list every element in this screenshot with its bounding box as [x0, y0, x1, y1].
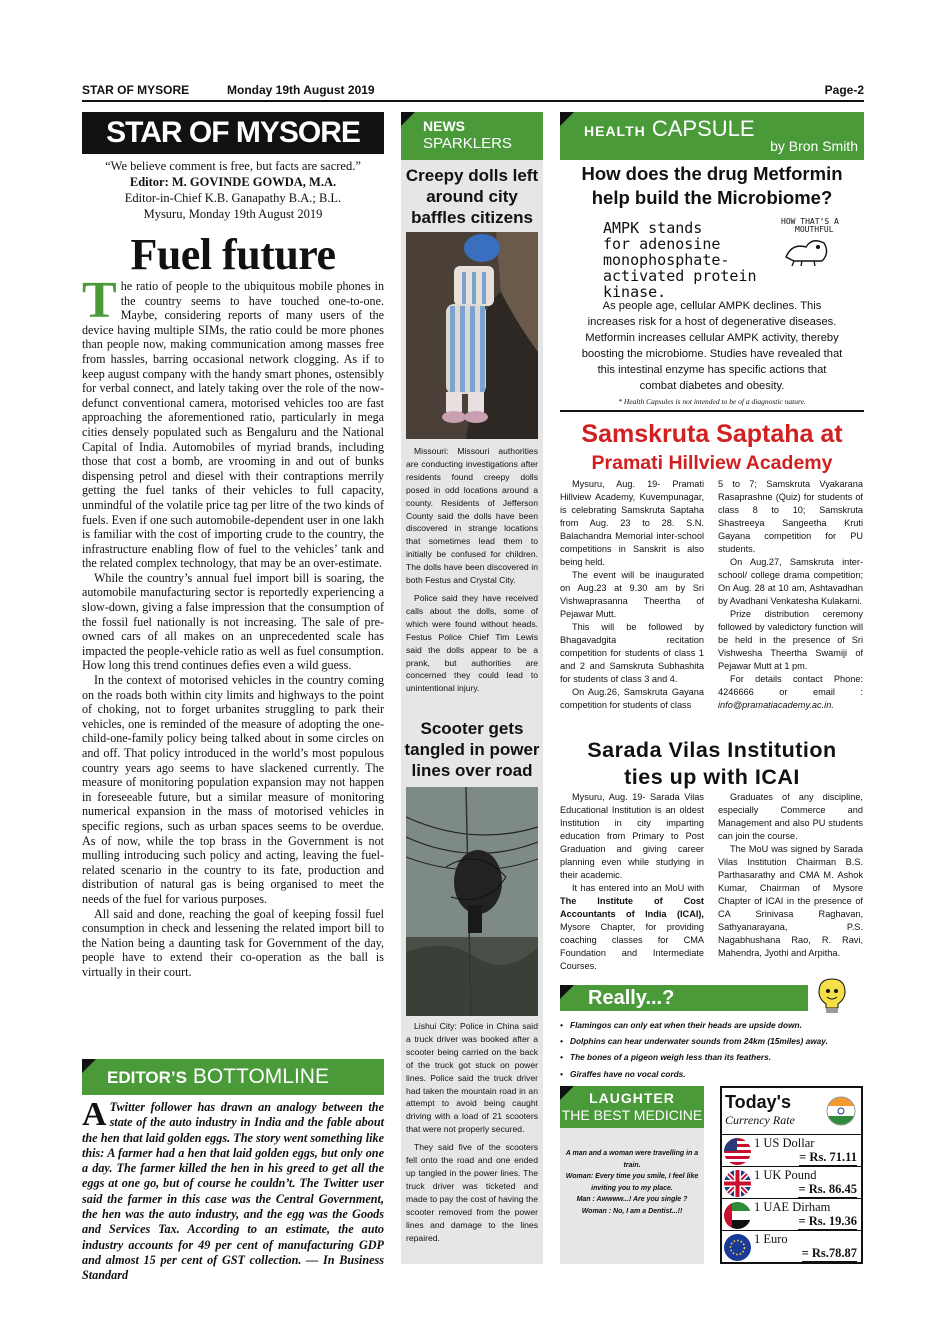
currency-value: = Rs. 19.36 [798, 1214, 857, 1228]
divider [560, 410, 864, 412]
health-capsule-header [560, 112, 864, 160]
currency-subtitle: Currency Rate [725, 1113, 795, 1127]
health-byline: by Bron Smith [770, 138, 858, 154]
ampk-line: for adenosine [603, 235, 721, 253]
dateline: Mysuru, Monday 19th August 2019 [143, 207, 323, 221]
health-question: How does the drug Metformin help build the Microbiome? [581, 163, 843, 208]
fact-item: • Flamingos can only eat when their heads are upside down. [560, 1017, 864, 1033]
header-page-number: Page-2 [824, 83, 864, 97]
article-paragraph: For details contact Phone: 4246666 or email : info@pramatiacademy.ac.in. [718, 674, 863, 710]
health-disclaimer: * Health Capsules is not intended to be of a diagnostic nature. [618, 397, 806, 406]
fact-item: • Dolphins can hear underwater sounds from 24km (15miles) away. [560, 1033, 864, 1049]
laughter-head-bold: LAUGHTER [589, 1090, 675, 1106]
page-header [82, 80, 864, 102]
joke-line: Woman : No, I am a Dentist...!! [581, 1207, 683, 1215]
joke-line: A man and a woman were travelling in a train. [565, 1150, 699, 1169]
scooter-photo [406, 787, 538, 1016]
contact-email[interactable]: info@pramatiacademy.ac.in. [718, 700, 834, 710]
drop-cap: T [82, 272, 117, 329]
really-header [560, 985, 808, 1011]
currency-name: 1 US Dollar [754, 1136, 815, 1150]
article-paragraph: The MoU was signed by Sarada Vilas Institution Chairman B.S. Parthasarathy and CMA M. Ashok Kumar, Chairman of Mysore Chapter of ICAI in the presence of CA Srinivasa Raghavan, Sathyanarayana, P.S. Nagabhushana Rao, R. Ravi, Mahendra, Jyothi and Arpitha. [718, 844, 863, 958]
bottomline-head-bold: EDITOR’S [107, 1068, 187, 1087]
corner-mark [401, 112, 415, 126]
cartoon-creature-icon [782, 233, 832, 267]
headline-line: Sarada Vilas Institution [587, 738, 837, 762]
cartoon-speech [781, 218, 839, 234]
joke-text [563, 1148, 701, 1217]
sarada-headline [560, 737, 864, 791]
header-paper-name: STAR OF MYSORE [82, 83, 190, 97]
currency-name: 1 UK Pound [754, 1168, 817, 1182]
sparklers-head-rest: SPARKLERS [423, 135, 512, 152]
sarada-col1 [560, 791, 704, 973]
eu-flag-icon [724, 1234, 751, 1261]
story-headline: Creepy dolls left around city baffles citizens [405, 166, 539, 227]
editorial-paragraph: All said and done, reaching the goal of keeping fossil fuel consumption in check and lessening the related import bill to the Nation being a daunting task for Government of the day, people have to extend their co-operation as the ball is virtually in their court. [82, 906, 384, 979]
joke-line: Man : Awwww...! Are you single ? [576, 1196, 688, 1203]
article-paragraph: Prize distribution ceremony followed by valedictory function will be held in the presence of Sri Vishwesha Theertha Swamiji of Pejawar Mutt at 1 pm. [718, 609, 863, 671]
joke-line: Woman: Every time you smile, I feel like inviting you to my place. [565, 1173, 699, 1192]
currency-value: = Rs. 71.11 [799, 1150, 857, 1164]
currency-name: 1 Euro [754, 1232, 788, 1246]
header-date: Monday 19th August 2019 [227, 83, 375, 97]
currency-row [720, 1230, 863, 1262]
currency-value: = Rs.78.87 [801, 1246, 857, 1260]
bottomline-head-rest: BOTTOMLINE [192, 1065, 329, 1088]
lightbulb-icon [814, 977, 850, 1015]
health-head-rest: CAPSULE [651, 116, 755, 141]
currency-row [720, 1166, 863, 1198]
uae-flag-icon [724, 1202, 751, 1229]
story-paragraph: They said five of the scooters fell onto the road and one ended up tangled in the power lines. The truck driver was ticketed and made to pay the cost of having the scooter removed from the power lines and damage to the lines repaired. [406, 1142, 538, 1243]
sarada-col2 [718, 791, 863, 960]
fact-item: • The bones of a pigeon weigh less than its feathers. [560, 1049, 864, 1065]
us-flag-icon [724, 1138, 751, 1165]
article-paragraph: Mysuru, Aug. 19- Pramati Hillview Academy, Kuvempunagar, is celebrating Samskruta Saptaha from Aug. 23 to 28. S.N. Balachandra Memorial inter-school competitions in Sanskrit is also being held. [560, 479, 704, 567]
corner-mark [82, 1059, 96, 1073]
currency-row [720, 1134, 863, 1166]
editorial-title: Fuel future [130, 230, 336, 279]
story-paragraph: Missouri: Missouri authorities are conducting investigations after residents found creepy dolls posed in odd locations around a county. Residents of Jefferson County said the dolls have been discovered in strange locations that sometimes lead them to initially be confused for children. The dolls have been discovered in both Festus and Crystal City. [406, 446, 538, 586]
really-title: Really...? [588, 987, 675, 1009]
corner-mark [560, 1086, 574, 1100]
editor-in-chief-line: Editor-in-Chief K.B. Ganapathy B.A.; B.L. [124, 191, 342, 205]
india-flag-icon [826, 1096, 856, 1126]
editorial-credits [82, 158, 384, 222]
article-paragraph: On Aug.27, Samskruta inter-school/ college drama competition; On Aug. 28 at 10 am, Ashtavadhan by Avadhani Venkatesha Kulakarni. [718, 557, 863, 606]
dolls-photo [406, 232, 538, 439]
currency-value: = Rs. 86.45 [798, 1182, 857, 1196]
bottomline-header [82, 1059, 384, 1095]
article-paragraph: This will be followed by Bhagavadgita recitation competition for students of class 1 and 2 and Samskruta Subhashita for students of class 3 and 4. [560, 622, 704, 684]
samskruta-headline: Samskruta Saptaha at [581, 420, 843, 448]
laughter-head-rest: THE BEST MEDICINE [561, 1107, 703, 1123]
speech-line: HOW THAT’S A [781, 217, 839, 226]
story-headline: Scooter gets tangled in power lines over road [404, 719, 540, 780]
article-paragraph: The event will be inaugurated on Aug.23 at 9.30 am by Sri Vishwaprasanna Theertha of Pejawar Mutt. [560, 570, 704, 619]
scooter-power-lines-image [406, 787, 538, 1016]
sparklers-head-bold: NEWS [423, 118, 465, 134]
ampk-line: monophosphate- [603, 251, 730, 269]
article-paragraph: Mysuru, Aug. 19- Sarada Vilas Educational Institution is an oldest Institution in city imparting education from Primary to Post Graduation and giving career planning even while studying in their academic. [560, 792, 704, 880]
article-paragraph: It has entered into an MoU with The Institute of Cost Accountants of India (ICAI), Mysore Chapter, for providing coaching classes for CMA Foundation and Intermediate Courses. [560, 883, 704, 971]
editorial-paragraph: The ratio of people to the ubiquitous mobile phones in the country seems to have touched one-to-one. Maybe, considering reports of many users of the device having multiple SIMs, the ratio could be more phones than people now, making communication among masses free from hassles, barring occasional network clogging. As if to keep august company with the handy smart phones, ostensibly for verbal connect, and lately taking over the role of the now-defunct conventional camera, motorised vehicles too are fast approaching the aforementioned ratio, particularly in mega cities densely populated such as Bengaluru and the National Capital of India. Automobiles of myriad brands, including those that cost a bomb, are vrooming in and out of bunks dispensing petrol and diesel with their contraptions merrily getting the fuel tanks of their vehicles to full capacity, unmindful of the volatile price tag per litre of the two kinds of fuels. Even if one such automobile-dependent user in one lakh is familiar with the cost of importing crude to the country, the infrastructure enabling flow of fuel to the vehicles’ tank and the related complex technology, that may be an over-estimate. [82, 272, 384, 571]
currency-row [720, 1198, 863, 1230]
editorial-paragraph: In the context of motorised vehicles in the country coming on the roads both within city limits and highways to the point of choking, not to forget urbanites struggling to park their vehicles, one is reminded of the measure of adopting the one-child-one-family policy being talked about in some circles on and off. That policy introduced in the world’s most populous country years ago seems to have slackened currently. The measure of monitoring population expansion may not happen in foreseeable future, but a similar measure of monitoring numerical expansion in the mass of motorised vehicles in specific regions, such as urban spaces seems to be overdue. As of now, while the top brass in the Government is not mulling introducing such policy and acting, leaving the fuel-related scenario in the country to its fate, production and distribution of natural gas is being organised to meet the needs of the fuel for various purposes. [82, 673, 384, 906]
laughter-header [560, 1086, 704, 1128]
story-body [406, 445, 538, 700]
drop-cap: A [82, 1096, 107, 1133]
article-paragraph: 5 to 7; Samskruta Vyakarana Rasaprashne (Quiz) for students of class 8 to 10; Samskruta Shastreeya Sangeetha Kruti Gayana competition for PU students. [718, 479, 863, 554]
uk-flag-icon [724, 1170, 751, 1197]
samskruta-col1 [560, 478, 704, 712]
editorial-body [82, 272, 384, 980]
bottomline-body: A Twitter follower has drawn an analogy between the state of the auto industry in India and the fable about the hen that laid golden eggs. The story went something like this: A farmer had a hen that laid golden eggs, but only one a day. The farmer killed the hen in his greed to get all the eggs at one go, but of course he couldn’t. The Twitter user said the farmer in this case was the Central Government, the hen was the auto industry, and the egg was the Goods and Services Tax. According to an estimate, the auto industry accounts for 49 per cent of manufacturing GDP and almost 15 per cent of GST collection. — In Business Standard [82, 1096, 384, 1283]
story-paragraph: Police said they have received calls about the dolls, some of which were found without heads. Festus Police Chief Tim Lewis said the dolls appear to be a prank, but authorities are concerned they could lead to unintentional injury. [406, 592, 538, 694]
ampk-line: AMPK stands [603, 219, 703, 237]
really-facts-list [560, 1017, 864, 1082]
currency-name: 1 UAE Dirham [754, 1200, 831, 1214]
story-body [406, 1020, 538, 1249]
story-paragraph: Lishui City: Police in China said a truck driver was booked after a scooter being carried on the back of the truck got stuck on power lines. Police said the truck driver had taken the mountain road in an attempt to avoid being caught driving with a load of 21 scooters that were not properly secured. [406, 1021, 538, 1135]
currency-title: Today's [725, 1092, 791, 1112]
editor-line: Editor: M. GOVINDE GOWDA, M.A. [129, 175, 337, 189]
motto: “We believe comment is free, but facts are sacred.” [105, 159, 361, 173]
corner-mark [560, 985, 574, 999]
speech-line: MOUTHFUL [795, 225, 834, 234]
ampk-line: activated protein kinase. [603, 267, 757, 301]
fact-item: • Giraffes have no vocal cords. [560, 1066, 864, 1082]
article-paragraph: On Aug.26, Samskruta Gayana competition for students of class [560, 687, 704, 710]
corner-mark [560, 112, 574, 126]
samskruta-subheadline: Pramati Hillview Academy [591, 452, 833, 474]
news-sparklers-header [401, 112, 543, 160]
editorial-paragraph: While the country’s annual fuel import bill is soaring, the automobile manufacturing sector is reportedly experiencing a slow-down, giving a false impression that the consumption of the fossil fuel nationally is not increasing. The sale of pre-owned cars of all makes on an unprecedented scale has impacted the people-vehicle ratio as well as fuel consumption. How long this trend continues defies even a wild guess. [82, 570, 384, 673]
article-paragraph: Graduates of any discipline, especially Commerce and Management and also PU students can join the course. [718, 792, 863, 841]
health-head-bold: HEALTH [584, 123, 646, 139]
health-body: As people age, cellular AMPK declines. This increases risk for a host of degenerative diseases. Metformin increases cellular AMPK activity, thereby boosting the microbiome. Studies have revealed that this intestinal enzyme has specific actions that combat diabetes and obesity. [581, 300, 843, 392]
masthead: STAR OF MYSORE [82, 112, 384, 154]
doll-figure-image [406, 232, 538, 439]
headline-line: ties up with ICAI [624, 765, 800, 789]
samskruta-col2 [718, 478, 863, 712]
